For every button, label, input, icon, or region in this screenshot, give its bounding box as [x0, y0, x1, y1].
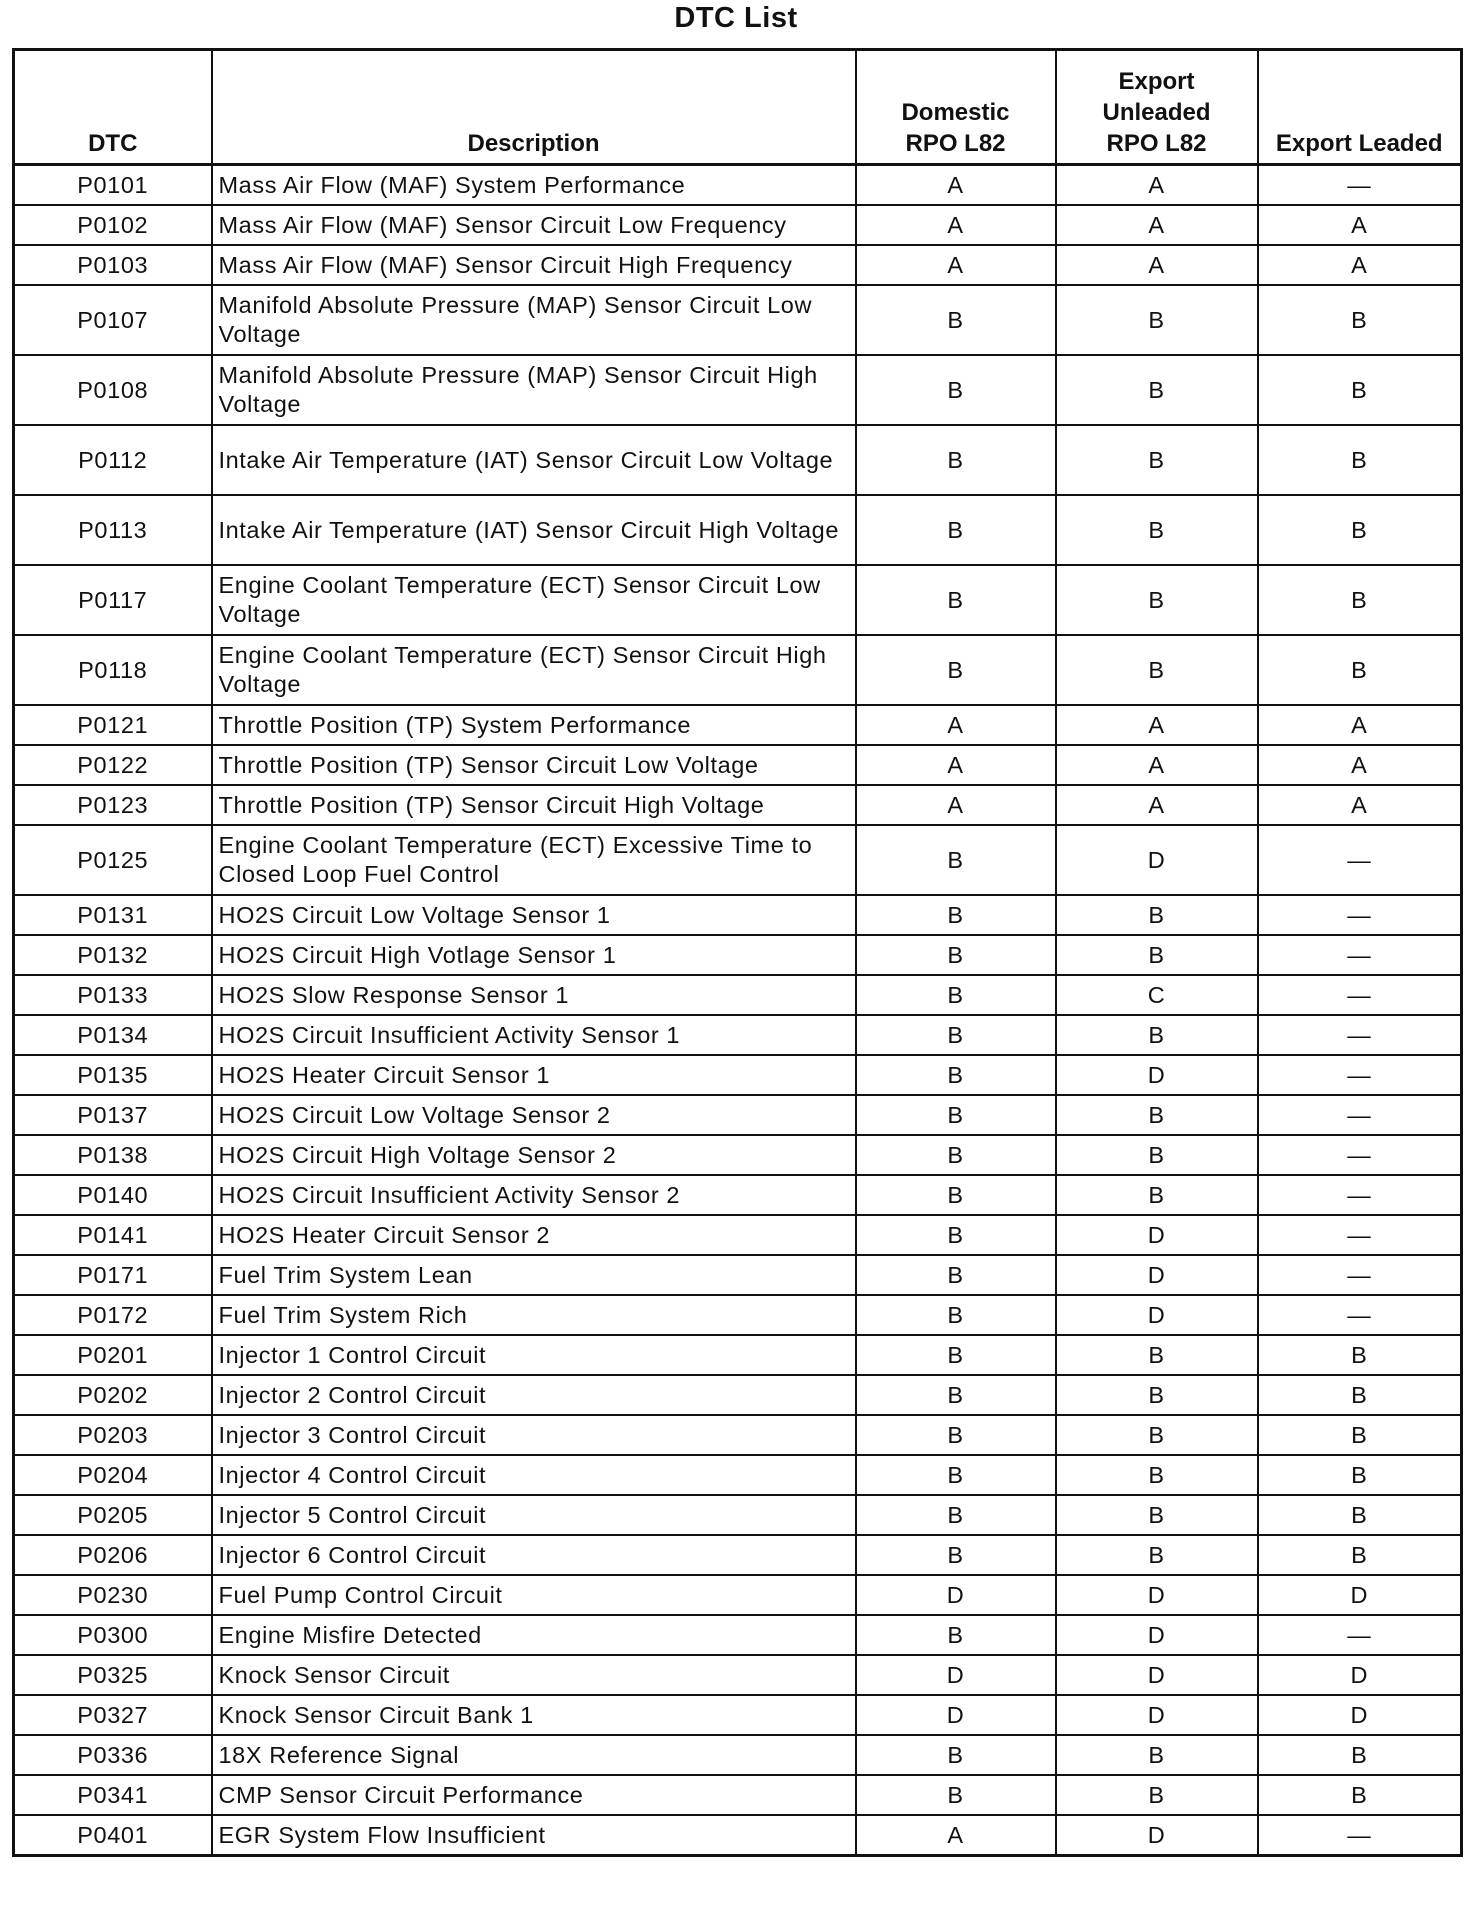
- export-unleaded-cell: B: [1056, 1455, 1258, 1495]
- table-row: [14, 705, 1462, 745]
- table-row: [14, 495, 1462, 565]
- dtc-cell: P0123: [14, 785, 212, 825]
- export-unleaded-cell: B: [1056, 1415, 1258, 1455]
- export-leaded-cell: B: [1258, 1455, 1462, 1495]
- export-unleaded-cell: B: [1056, 495, 1258, 565]
- domestic-cell: A: [856, 205, 1056, 245]
- column-header-domestic-line-1: Domestic: [901, 99, 1010, 126]
- export-unleaded-cell: D: [1056, 1615, 1258, 1655]
- dtc-cell: P0121: [14, 705, 212, 745]
- description-cell: Injector 6 Control Circuit: [212, 1535, 856, 1575]
- export-leaded-cell: B: [1258, 1375, 1462, 1415]
- table-row: [14, 205, 1462, 245]
- export-leaded-cell: —: [1258, 1215, 1462, 1255]
- dtc-cell: P0203: [14, 1415, 212, 1455]
- domestic-cell: B: [856, 495, 1056, 565]
- domestic-cell: B: [856, 1055, 1056, 1095]
- table-row: [14, 1495, 1462, 1535]
- dtc-cell: P0141: [14, 1215, 212, 1255]
- domestic-cell: B: [856, 565, 1056, 635]
- table-row: [14, 1775, 1462, 1815]
- table-row: [14, 1455, 1462, 1495]
- table-row: [14, 1815, 1462, 1856]
- domestic-cell: B: [856, 1615, 1056, 1655]
- description-cell: CMP Sensor Circuit Performance: [212, 1775, 856, 1815]
- export-unleaded-cell: D: [1056, 1215, 1258, 1255]
- description-cell: 18X Reference Signal: [212, 1735, 856, 1775]
- export-unleaded-cell: B: [1056, 1375, 1258, 1415]
- table-row: [14, 1335, 1462, 1375]
- domestic-cell: B: [856, 1295, 1056, 1335]
- export-leaded-cell: —: [1258, 935, 1462, 975]
- dtc-cell: P0341: [14, 1775, 212, 1815]
- export-unleaded-cell: A: [1056, 165, 1258, 206]
- export-leaded-cell: B: [1258, 1775, 1462, 1815]
- dtc-cell: P0137: [14, 1095, 212, 1135]
- export-unleaded-cell: B: [1056, 1495, 1258, 1535]
- domestic-cell: A: [856, 245, 1056, 285]
- export-unleaded-cell: D: [1056, 1295, 1258, 1335]
- table-row: [14, 1135, 1462, 1175]
- export-unleaded-cell: B: [1056, 355, 1258, 425]
- domestic-cell: B: [856, 635, 1056, 705]
- description-cell: Mass Air Flow (MAF) Sensor Circuit High Frequency: [212, 245, 856, 285]
- description-cell: HO2S Slow Response Sensor 1: [212, 975, 856, 1015]
- description-cell: EGR System Flow Insufficient: [212, 1815, 856, 1856]
- domestic-cell: B: [856, 1135, 1056, 1175]
- table-row: [14, 425, 1462, 495]
- column-header-export-leaded: Export Leaded: [1258, 50, 1462, 165]
- table-row: [14, 1695, 1462, 1735]
- dtc-cell: P0122: [14, 745, 212, 785]
- description-cell: Manifold Absolute Pressure (MAP) Sensor Circuit High Voltage: [212, 355, 856, 425]
- description-cell: HO2S Circuit Insufficient Activity Sensor 1: [212, 1015, 856, 1055]
- table-row: [14, 1215, 1462, 1255]
- domestic-cell: D: [856, 1695, 1056, 1735]
- domestic-cell: B: [856, 425, 1056, 495]
- column-header-export-unleaded-line-2: Unleaded: [1102, 99, 1211, 126]
- table-row: [14, 745, 1462, 785]
- export-unleaded-cell: B: [1056, 1535, 1258, 1575]
- export-leaded-cell: —: [1258, 1255, 1462, 1295]
- export-leaded-cell: B: [1258, 495, 1462, 565]
- domestic-cell: B: [856, 1455, 1056, 1495]
- description-cell: Injector 3 Control Circuit: [212, 1415, 856, 1455]
- description-cell: Throttle Position (TP) Sensor Circuit High Voltage: [212, 785, 856, 825]
- dtc-cell: P0171: [14, 1255, 212, 1295]
- export-unleaded-cell: B: [1056, 1735, 1258, 1775]
- description-cell: Knock Sensor Circuit Bank 1: [212, 1695, 856, 1735]
- table-row: [14, 1175, 1462, 1215]
- export-leaded-cell: B: [1258, 1415, 1462, 1455]
- domestic-cell: B: [856, 1535, 1056, 1575]
- export-leaded-cell: B: [1258, 1495, 1462, 1535]
- export-unleaded-cell: D: [1056, 825, 1258, 895]
- dtc-cell: P0172: [14, 1295, 212, 1335]
- column-header-export-unleaded-line-3: RPO L82: [1106, 130, 1207, 157]
- domestic-cell: B: [856, 355, 1056, 425]
- column-header-description: Description: [212, 50, 856, 165]
- dtc-cell: P0108: [14, 355, 212, 425]
- description-cell: Intake Air Temperature (IAT) Sensor Circuit High Voltage: [212, 495, 856, 565]
- description-cell: Injector 1 Control Circuit: [212, 1335, 856, 1375]
- domestic-cell: B: [856, 1375, 1056, 1415]
- dtc-cell: P0113: [14, 495, 212, 565]
- dtc-cell: P0133: [14, 975, 212, 1015]
- export-unleaded-cell: D: [1056, 1695, 1258, 1735]
- export-unleaded-cell: A: [1056, 745, 1258, 785]
- export-leaded-cell: —: [1258, 1095, 1462, 1135]
- table-row: [14, 1615, 1462, 1655]
- dtc-cell: P0138: [14, 1135, 212, 1175]
- table-row: [14, 895, 1462, 935]
- export-unleaded-cell: A: [1056, 205, 1258, 245]
- export-leaded-cell: —: [1258, 975, 1462, 1015]
- table-row: [14, 1255, 1462, 1295]
- export-unleaded-cell: D: [1056, 1655, 1258, 1695]
- column-header-dtc: DTC: [14, 50, 212, 165]
- table-row: [14, 975, 1462, 1015]
- export-unleaded-cell: A: [1056, 245, 1258, 285]
- description-cell: Injector 5 Control Circuit: [212, 1495, 856, 1535]
- export-unleaded-cell: D: [1056, 1575, 1258, 1615]
- export-leaded-cell: D: [1258, 1695, 1462, 1735]
- column-header-domestic: [856, 50, 1056, 165]
- export-unleaded-cell: D: [1056, 1255, 1258, 1295]
- export-leaded-cell: B: [1258, 565, 1462, 635]
- export-leaded-cell: —: [1258, 895, 1462, 935]
- domestic-cell: A: [856, 1815, 1056, 1856]
- domestic-cell: B: [856, 1255, 1056, 1295]
- description-cell: Fuel Trim System Lean: [212, 1255, 856, 1295]
- dtc-cell: P0325: [14, 1655, 212, 1695]
- export-unleaded-cell: B: [1056, 1095, 1258, 1135]
- domestic-cell: B: [856, 1775, 1056, 1815]
- dtc-cell: P0132: [14, 935, 212, 975]
- table-row: [14, 635, 1462, 705]
- export-unleaded-cell: C: [1056, 975, 1258, 1015]
- description-cell: Fuel Pump Control Circuit: [212, 1575, 856, 1615]
- table-row: [14, 1415, 1462, 1455]
- export-leaded-cell: B: [1258, 1535, 1462, 1575]
- dtc-cell: P0107: [14, 285, 212, 355]
- export-unleaded-cell: D: [1056, 1815, 1258, 1856]
- page-title: DTC List: [674, 2, 798, 34]
- export-unleaded-cell: B: [1056, 1335, 1258, 1375]
- table-row: [14, 1735, 1462, 1775]
- export-leaded-cell: —: [1258, 165, 1462, 206]
- table-row: [14, 1015, 1462, 1055]
- export-leaded-cell: —: [1258, 1055, 1462, 1095]
- export-leaded-cell: D: [1258, 1655, 1462, 1695]
- dtc-cell: P0336: [14, 1735, 212, 1775]
- domestic-cell: B: [856, 1735, 1056, 1775]
- description-cell: Knock Sensor Circuit: [212, 1655, 856, 1695]
- column-header-domestic-line-2: RPO L82: [905, 130, 1006, 157]
- export-unleaded-cell: D: [1056, 1055, 1258, 1095]
- table-row: [14, 1095, 1462, 1135]
- export-unleaded-cell: B: [1056, 285, 1258, 355]
- table-row: [14, 1055, 1462, 1095]
- dtc-cell: P0300: [14, 1615, 212, 1655]
- export-leaded-cell: A: [1258, 785, 1462, 825]
- table-row: [14, 1535, 1462, 1575]
- table-row: [14, 565, 1462, 635]
- dtc-cell: P0102: [14, 205, 212, 245]
- domestic-cell: A: [856, 785, 1056, 825]
- dtc-cell: P0112: [14, 425, 212, 495]
- description-cell: Throttle Position (TP) Sensor Circuit Low Voltage: [212, 745, 856, 785]
- export-leaded-cell: B: [1258, 285, 1462, 355]
- domestic-cell: A: [856, 165, 1056, 206]
- column-header-export-unleaded-line-1: Export: [1118, 68, 1195, 95]
- dtc-cell: P0202: [14, 1375, 212, 1415]
- export-leaded-cell: D: [1258, 1575, 1462, 1615]
- dtc-cell: P0206: [14, 1535, 212, 1575]
- domestic-cell: B: [856, 1015, 1056, 1055]
- description-cell: Engine Coolant Temperature (ECT) Sensor Circuit Low Voltage: [212, 565, 856, 635]
- description-cell: Injector 2 Control Circuit: [212, 1375, 856, 1415]
- dtc-cell: P0103: [14, 245, 212, 285]
- export-leaded-cell: B: [1258, 1735, 1462, 1775]
- export-leaded-cell: —: [1258, 1135, 1462, 1175]
- export-leaded-cell: B: [1258, 355, 1462, 425]
- domestic-cell: B: [856, 895, 1056, 935]
- description-cell: HO2S Circuit Insufficient Activity Sensor 2: [212, 1175, 856, 1215]
- table-row: [14, 785, 1462, 825]
- table-row: [14, 285, 1462, 355]
- export-leaded-cell: A: [1258, 745, 1462, 785]
- domestic-cell: B: [856, 285, 1056, 355]
- export-leaded-cell: —: [1258, 1175, 1462, 1215]
- description-cell: HO2S Circuit Low Voltage Sensor 1: [212, 895, 856, 935]
- export-unleaded-cell: B: [1056, 635, 1258, 705]
- domestic-cell: B: [856, 1415, 1056, 1455]
- dtc-cell: P0101: [14, 165, 212, 206]
- dtc-cell: P0135: [14, 1055, 212, 1095]
- description-cell: Injector 4 Control Circuit: [212, 1455, 856, 1495]
- dtc-cell: P0134: [14, 1015, 212, 1055]
- table-row: [14, 245, 1462, 285]
- export-leaded-cell: —: [1258, 1615, 1462, 1655]
- description-cell: HO2S Circuit High Voltage Sensor 2: [212, 1135, 856, 1175]
- export-leaded-cell: —: [1258, 1015, 1462, 1055]
- description-cell: Engine Coolant Temperature (ECT) Sensor Circuit High Voltage: [212, 635, 856, 705]
- table-row: [14, 1375, 1462, 1415]
- export-leaded-cell: B: [1258, 635, 1462, 705]
- table-row: [14, 1575, 1462, 1615]
- domestic-cell: B: [856, 1215, 1056, 1255]
- dtc-cell: P0205: [14, 1495, 212, 1535]
- description-cell: Mass Air Flow (MAF) Sensor Circuit Low Frequency: [212, 205, 856, 245]
- table-row: [14, 1655, 1462, 1695]
- domestic-cell: A: [856, 705, 1056, 745]
- table-body: [14, 165, 1462, 1856]
- domestic-cell: B: [856, 825, 1056, 895]
- export-unleaded-cell: A: [1056, 705, 1258, 745]
- dtc-cell: P0140: [14, 1175, 212, 1215]
- dtc-table: [12, 48, 1463, 1857]
- export-unleaded-cell: B: [1056, 895, 1258, 935]
- table-row: [14, 1295, 1462, 1335]
- description-cell: HO2S Heater Circuit Sensor 2: [212, 1215, 856, 1255]
- domestic-cell: B: [856, 975, 1056, 1015]
- column-header-export-unleaded: [1056, 50, 1258, 165]
- export-leaded-cell: A: [1258, 205, 1462, 245]
- domestic-cell: B: [856, 1335, 1056, 1375]
- description-cell: Throttle Position (TP) System Performance: [212, 705, 856, 745]
- description-cell: Mass Air Flow (MAF) System Performance: [212, 165, 856, 206]
- export-unleaded-cell: B: [1056, 1775, 1258, 1815]
- domestic-cell: A: [856, 745, 1056, 785]
- table-row: [14, 355, 1462, 425]
- domestic-cell: D: [856, 1655, 1056, 1695]
- export-leaded-cell: —: [1258, 1815, 1462, 1856]
- export-leaded-cell: —: [1258, 825, 1462, 895]
- export-leaded-cell: —: [1258, 1295, 1462, 1335]
- dtc-cell: P0131: [14, 895, 212, 935]
- description-cell: Engine Misfire Detected: [212, 1615, 856, 1655]
- dtc-cell: P0204: [14, 1455, 212, 1495]
- description-cell: HO2S Circuit Low Voltage Sensor 2: [212, 1095, 856, 1135]
- dtc-cell: P0401: [14, 1815, 212, 1856]
- table-header-row: [14, 50, 1462, 165]
- description-cell: Fuel Trim System Rich: [212, 1295, 856, 1335]
- table-row: [14, 825, 1462, 895]
- export-unleaded-cell: B: [1056, 1135, 1258, 1175]
- domestic-cell: B: [856, 1175, 1056, 1215]
- export-leaded-cell: B: [1258, 1335, 1462, 1375]
- export-unleaded-cell: B: [1056, 425, 1258, 495]
- export-leaded-cell: B: [1258, 425, 1462, 495]
- export-unleaded-cell: A: [1056, 785, 1258, 825]
- export-leaded-cell: A: [1258, 705, 1462, 745]
- table-row: [14, 935, 1462, 975]
- description-cell: Manifold Absolute Pressure (MAP) Sensor Circuit Low Voltage: [212, 285, 856, 355]
- export-leaded-cell: A: [1258, 245, 1462, 285]
- dtc-cell: P0327: [14, 1695, 212, 1735]
- export-unleaded-cell: B: [1056, 565, 1258, 635]
- domestic-cell: B: [856, 1495, 1056, 1535]
- description-cell: HO2S Heater Circuit Sensor 1: [212, 1055, 856, 1095]
- domestic-cell: D: [856, 1575, 1056, 1615]
- dtc-cell: P0117: [14, 565, 212, 635]
- domestic-cell: B: [856, 935, 1056, 975]
- table-row: [14, 165, 1462, 206]
- dtc-cell: P0230: [14, 1575, 212, 1615]
- description-cell: Intake Air Temperature (IAT) Sensor Circuit Low Voltage: [212, 425, 856, 495]
- domestic-cell: B: [856, 1095, 1056, 1135]
- export-unleaded-cell: B: [1056, 1015, 1258, 1055]
- export-unleaded-cell: B: [1056, 1175, 1258, 1215]
- description-cell: HO2S Circuit High Votlage Sensor 1: [212, 935, 856, 975]
- dtc-cell: P0118: [14, 635, 212, 705]
- export-unleaded-cell: B: [1056, 935, 1258, 975]
- dtc-cell: P0201: [14, 1335, 212, 1375]
- dtc-cell: P0125: [14, 825, 212, 895]
- description-cell: Engine Coolant Temperature (ECT) Excessive Time to Closed Loop Fuel Control: [212, 825, 856, 895]
